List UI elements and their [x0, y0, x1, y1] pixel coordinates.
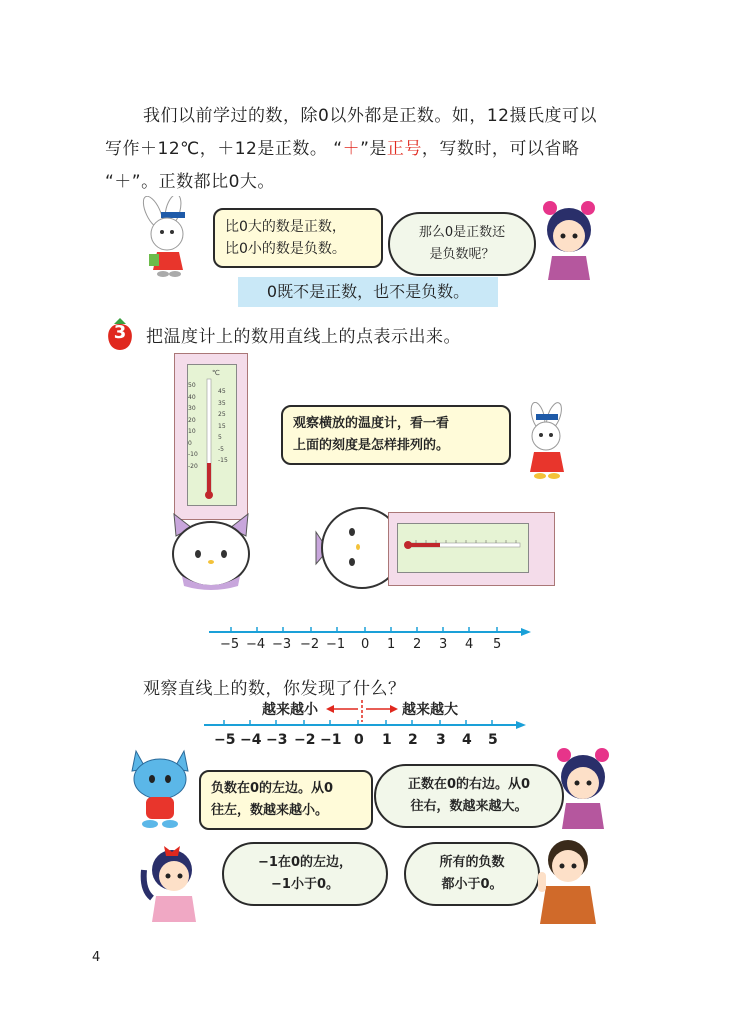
scale-10: 10	[188, 428, 196, 435]
positive-sign-term: 正号	[386, 139, 422, 159]
girl-bubble-line-2: 是负数呢？	[429, 247, 495, 262]
rabbit-bubble-line-1: 比0大的数是正数，	[225, 219, 346, 235]
smaller-label: 越来越小	[262, 702, 318, 718]
scale-45: 45	[218, 388, 226, 395]
scale-5: 5	[218, 434, 222, 441]
girl2-bubble-line-2: 往右，数越来越大。	[410, 799, 528, 814]
girl2-speech-bubble	[374, 764, 564, 828]
thermo-bubble-line-2: 上面的刻度是怎样排列的。	[293, 438, 450, 453]
zero-note-box	[238, 277, 498, 307]
thermometer-speech-bubble	[281, 405, 511, 465]
scale-neg15: -15	[218, 457, 228, 464]
task-number: 3	[113, 322, 127, 343]
page-number: 4	[92, 950, 101, 965]
nl2-tick-neg1: −1	[320, 732, 342, 748]
intro-line-2	[105, 133, 645, 166]
girl-with-bow-illustration	[538, 196, 600, 280]
nl2-tick-neg5: −5	[214, 732, 236, 748]
nl2-tick-0: 0	[354, 732, 364, 748]
nl2-tick-3: 3	[436, 732, 446, 748]
scale-35: 35	[218, 399, 226, 407]
girl3-bubble-line-1: −1在0的左边，	[258, 855, 352, 870]
bigger-label: 越来越大	[402, 702, 458, 718]
kitty-head-vertical	[168, 510, 254, 592]
intro-paragraph	[105, 100, 645, 199]
scale-15: 15	[218, 422, 226, 430]
horizontal-thermometer-scale	[396, 522, 526, 570]
boy-bubble-line-2: 都小于0。	[441, 877, 503, 892]
scale-25: 25	[218, 411, 226, 418]
scale-neg10: -10	[188, 451, 198, 458]
nl1-tick-neg5: −5	[220, 637, 240, 652]
vertical-right-scale	[218, 386, 236, 467]
nl2-tick-neg2: −2	[294, 732, 316, 748]
vertical-left-scale	[188, 380, 206, 472]
girl-with-bow-2-illustration	[552, 745, 614, 829]
girl-bubble-line-1: 那么0是正数还	[418, 225, 506, 240]
girl-red-bow-illustration	[138, 840, 208, 922]
girl2-bubble-line-1: 正数在0的右边。从0	[407, 777, 531, 792]
blue-cat-illustration	[124, 745, 196, 829]
task-text: 把温度计上的数用直线上的点表示出来。	[146, 327, 461, 347]
nl2-tick-4: 4	[462, 732, 472, 748]
plus-sign: ＋	[342, 139, 361, 159]
cat-speech-bubble	[199, 770, 373, 830]
nl1-tick-3: 3	[439, 637, 448, 652]
rabbit-teacher-illustration	[135, 196, 205, 278]
boy-illustration	[530, 832, 602, 924]
zero-note-text: 0既不是正数，也不是负数。	[266, 282, 470, 301]
intro-line-3: “＋”。正数都比0大。	[105, 172, 275, 192]
rabbit-speech-bubble	[213, 208, 383, 268]
unit-label: ℃	[212, 369, 220, 377]
thermo-bubble-line-1: 观察横放的温度计，看一看	[293, 416, 450, 431]
nl1-tick-4: 4	[465, 637, 474, 652]
scale-50: 50	[188, 382, 196, 389]
nl1-tick-neg1: −1	[326, 637, 346, 652]
nl1-tick-2: 2	[413, 637, 422, 652]
nl1-tick-1: 1	[387, 637, 396, 652]
nl2-tick-1: 1	[382, 732, 392, 748]
scale-neg5: -5	[218, 445, 224, 453]
intro-line-2-b: ”是	[360, 139, 387, 159]
girl3-speech-bubble	[222, 842, 388, 906]
scale-20: 20	[188, 416, 196, 424]
nl2-tick-neg3: −3	[266, 732, 288, 748]
girl-speech-bubble	[388, 212, 536, 276]
nl2-tick-5: 5	[488, 732, 498, 748]
scale-30: 30	[188, 405, 196, 412]
nl1-tick-neg4: −4	[246, 637, 266, 652]
intro-line-2-a: 写作＋12℃，＋12是正数。 “	[105, 139, 343, 159]
boy-bubble-line-1: 所有的负数	[439, 855, 505, 870]
girl3-bubble-line-2: −1小于0。	[271, 877, 339, 892]
nl1-tick-0: 0	[361, 637, 370, 652]
scale-0: 0	[188, 439, 192, 447]
scale-40: 40	[188, 393, 196, 401]
scale-neg20: -20	[188, 462, 198, 470]
nl2-tick-neg4: −4	[240, 732, 262, 748]
nl1-tick-5: 5	[493, 637, 502, 652]
nl1-tick-neg3: −3	[272, 637, 292, 652]
horizontal-ticks	[416, 540, 516, 543]
nl1-tick-neg2: −2	[300, 637, 320, 652]
boy-speech-bubble	[404, 842, 540, 906]
nl2-tick-2: 2	[408, 732, 418, 748]
rabbit-pointing-illustration	[516, 402, 574, 480]
intro-line-2-c: ，写数时，可以省略	[421, 139, 580, 159]
number-line-2	[200, 718, 530, 732]
cat-bubble-line-1: 负数在0的左边。从0	[211, 781, 334, 796]
intro-line-1: 我们以前学过的数，除0以外都是正数。如，12摄氏度可以	[143, 106, 597, 126]
cat-bubble-line-2: 往左，数越来越小。	[211, 803, 329, 818]
rabbit-bubble-line-2: 比0小的数是负数。	[225, 241, 346, 257]
question-text: 观察直线上的数，你发现了什么？	[143, 679, 406, 699]
